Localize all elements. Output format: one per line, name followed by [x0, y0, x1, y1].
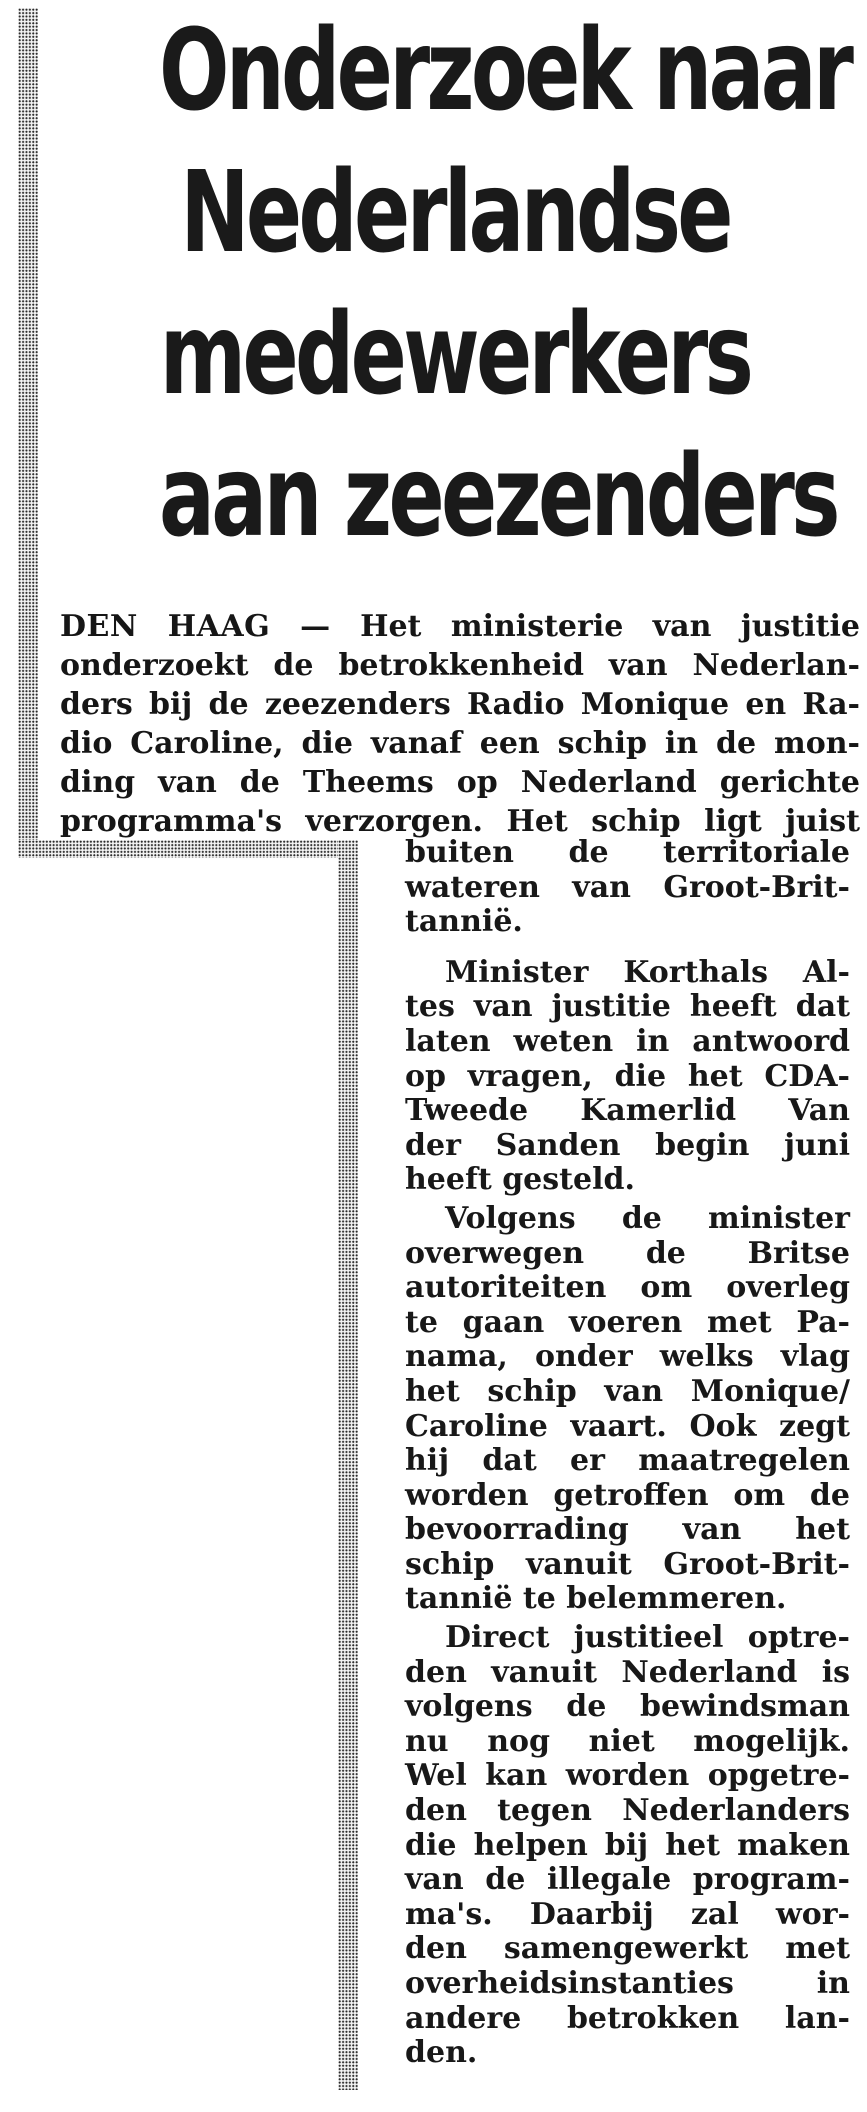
- column-line: overheidsinstanties in: [405, 1966, 850, 2001]
- column-line: den vanuit Nederland is: [405, 1654, 850, 1690]
- column-line: heeft gesteld.: [405, 1162, 635, 1198]
- column-line: te gaan voeren met Pa-: [405, 1304, 850, 1340]
- column-line: wateren van Groot-Brit-: [405, 869, 850, 905]
- column-line: schip vanuit Groot-Brit-: [405, 1546, 850, 1582]
- lead-line: onderzoekt de betrokkenheid van Nederlan-: [60, 648, 860, 683]
- paragraph-continuation: [405, 836, 850, 940]
- column-line: den samengewerkt met: [405, 1931, 850, 1967]
- lead-paragraph: [60, 607, 860, 841]
- column-line: overwegen de Britse: [405, 1235, 850, 1271]
- column-line: hij dat er maatregelen: [405, 1443, 850, 1479]
- column-line: den tegen Nederlanders: [405, 1793, 850, 1829]
- column-line: tannië.: [405, 904, 523, 940]
- column-line: nama, onder welks vlag: [405, 1339, 850, 1375]
- headline-line: aan zeezenders: [159, 432, 837, 562]
- column-line: nu nog niet mogelijk.: [405, 1723, 850, 1759]
- lead-line: ders bij de zeezenders Radio Monique en Ra-: [60, 687, 860, 722]
- column-line: Direct justitieel optre-: [445, 1620, 850, 1656]
- paragraph-minister: [405, 956, 850, 1198]
- lead-line-first: [60, 607, 860, 646]
- column-line: Wel kan worden opgetre-: [405, 1758, 850, 1794]
- article-column: [405, 836, 850, 2071]
- column-line: der Sanden begin juni: [405, 1127, 850, 1163]
- column-line: Tweede Kamerlid Van: [405, 1093, 850, 1129]
- column-line: die helpen bij het maken: [405, 1827, 850, 1863]
- lead-line: dio Caroline, die vanaf een schip in de mon-: [60, 726, 860, 761]
- headline-line: medewerkers: [159, 290, 751, 420]
- column-line: tes van justitie heeft dat: [405, 989, 850, 1025]
- column-line: volgens de bewindsman: [405, 1689, 850, 1725]
- column-line: den.: [405, 2035, 478, 2071]
- headline-line: Nederlandse: [180, 148, 730, 278]
- column-line: worden getroffen om de: [405, 1477, 850, 1513]
- paragraph-justice: [405, 1621, 850, 2071]
- column-line: het schip van Monique/: [405, 1373, 850, 1409]
- column-line: Caroline vaart. Ook zegt: [405, 1408, 850, 1444]
- headline: [159, 0, 851, 568]
- column-line: autoriteiten om overleg: [405, 1270, 850, 1306]
- column-line: laten weten in antwoord: [405, 1023, 850, 1059]
- lead-line: ding van de Theems op Nederland gerichte: [60, 765, 860, 800]
- column-line: ma's. Daarbij zal wor-: [405, 1896, 850, 1932]
- lead-line: programma's verzorgen. Het schip ligt juist: [60, 804, 860, 839]
- column-line: Minister Korthals Al-: [445, 954, 850, 990]
- dotted-border-column: [338, 840, 358, 2090]
- paragraph-british: [405, 1202, 850, 1617]
- column-line: op vragen, die het CDA-: [405, 1058, 850, 1094]
- column-line: andere betrokken lan-: [405, 2000, 850, 2036]
- column-line: van de illegale program-: [405, 1862, 850, 1898]
- column-line: bevoorrading van het: [405, 1512, 850, 1548]
- column-line: Volgens de minister: [445, 1200, 850, 1236]
- lead-line: Het ministerie van justitie: [360, 609, 860, 644]
- headline-line: Onderzoek naar: [159, 6, 851, 136]
- dateline: DEN HAAG —: [60, 609, 331, 644]
- column-line: buiten de territoriale: [405, 835, 850, 870]
- column-line: tannië te belemmeren.: [405, 1581, 787, 1617]
- dotted-border-left: [18, 8, 38, 858]
- dotted-border-step: [18, 840, 358, 858]
